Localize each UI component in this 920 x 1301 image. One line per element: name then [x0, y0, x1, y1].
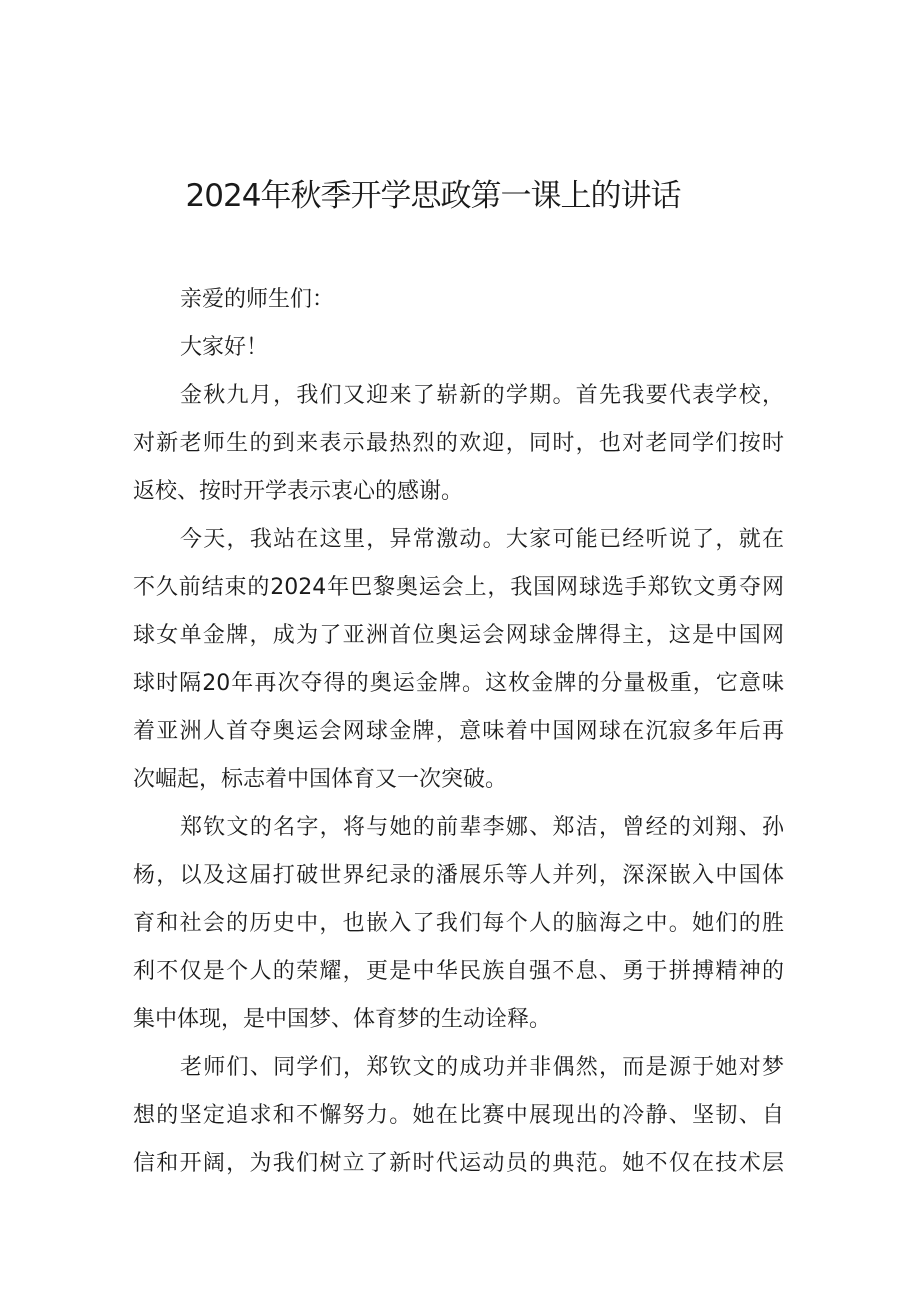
paragraph	[133, 516, 784, 804]
paragraph-line: 对新老师生的到来表示最热烈的欢迎，同时，也对老同学们按时	[133, 431, 784, 456]
document-body	[133, 276, 784, 1188]
paragraph-line: 想的坚定追求和不懈努力。她在比赛中展现出的冷静、坚韧、自	[133, 1103, 784, 1128]
paragraph-line: 今天，我站在这里，异常激动。大家可能已经听说了，就在	[180, 527, 784, 552]
paragraph	[133, 324, 784, 372]
paragraph-line: 信和开阔，为我们树立了新时代运动员的典范。她不仅在技术层	[133, 1151, 784, 1176]
paragraph	[133, 276, 784, 324]
paragraph	[133, 372, 784, 516]
paragraph-line: 杨，以及这届打破世界纪录的潘展乐等人并列，深深嵌入中国体	[133, 863, 784, 888]
paragraph-line: 不久前结束的2024年巴黎奥运会上，我国网球选手郑钦文勇夺网	[133, 575, 784, 600]
paragraph-line: 球时隔20年再次夺得的奥运金牌。这枚金牌的分量极重，它意味	[133, 671, 784, 696]
paragraph-line: 郑钦文的名字，将与她的前辈李娜、郑洁，曾经的刘翔、孙	[180, 815, 784, 840]
paragraph-line: 老师们、同学们，郑钦文的成功并非偶然，而是源于她对梦	[180, 1055, 784, 1080]
paragraph-line: 球女单金牌，成为了亚洲首位奥运会网球金牌得主，这是中国网	[133, 623, 784, 648]
paragraph-line: 利不仅是个人的荣耀，更是中华民族自强不息、勇于拼搏精神的	[133, 959, 784, 984]
paragraph	[133, 804, 784, 1044]
paragraph-line: 集中体现，是中国梦、体育梦的生动诠释。	[133, 1007, 552, 1032]
paragraph-line: 着亚洲人首夺奥运会网球金牌，意味着中国网球在沉寂多年后再	[133, 719, 784, 744]
paragraph-line: 次崛起，标志着中国体育又一次突破。	[133, 767, 508, 792]
paragraph	[133, 1044, 784, 1188]
paragraph-line: 返校、按时开学表示衷心的感谢。	[133, 479, 464, 504]
paragraph-line: 大家好！	[180, 335, 269, 360]
paragraph-line: 亲爱的师生们：	[180, 287, 335, 312]
document-title: 2024年秋季开学思政第一课上的讲话	[185, 178, 681, 214]
paragraph-line: 金秋九月，我们又迎来了崭新的学期。首先我要代表学校，	[180, 383, 784, 408]
paragraph-line: 育和社会的历史中，也嵌入了我们每个人的脑海之中。她们的胜	[133, 911, 784, 936]
